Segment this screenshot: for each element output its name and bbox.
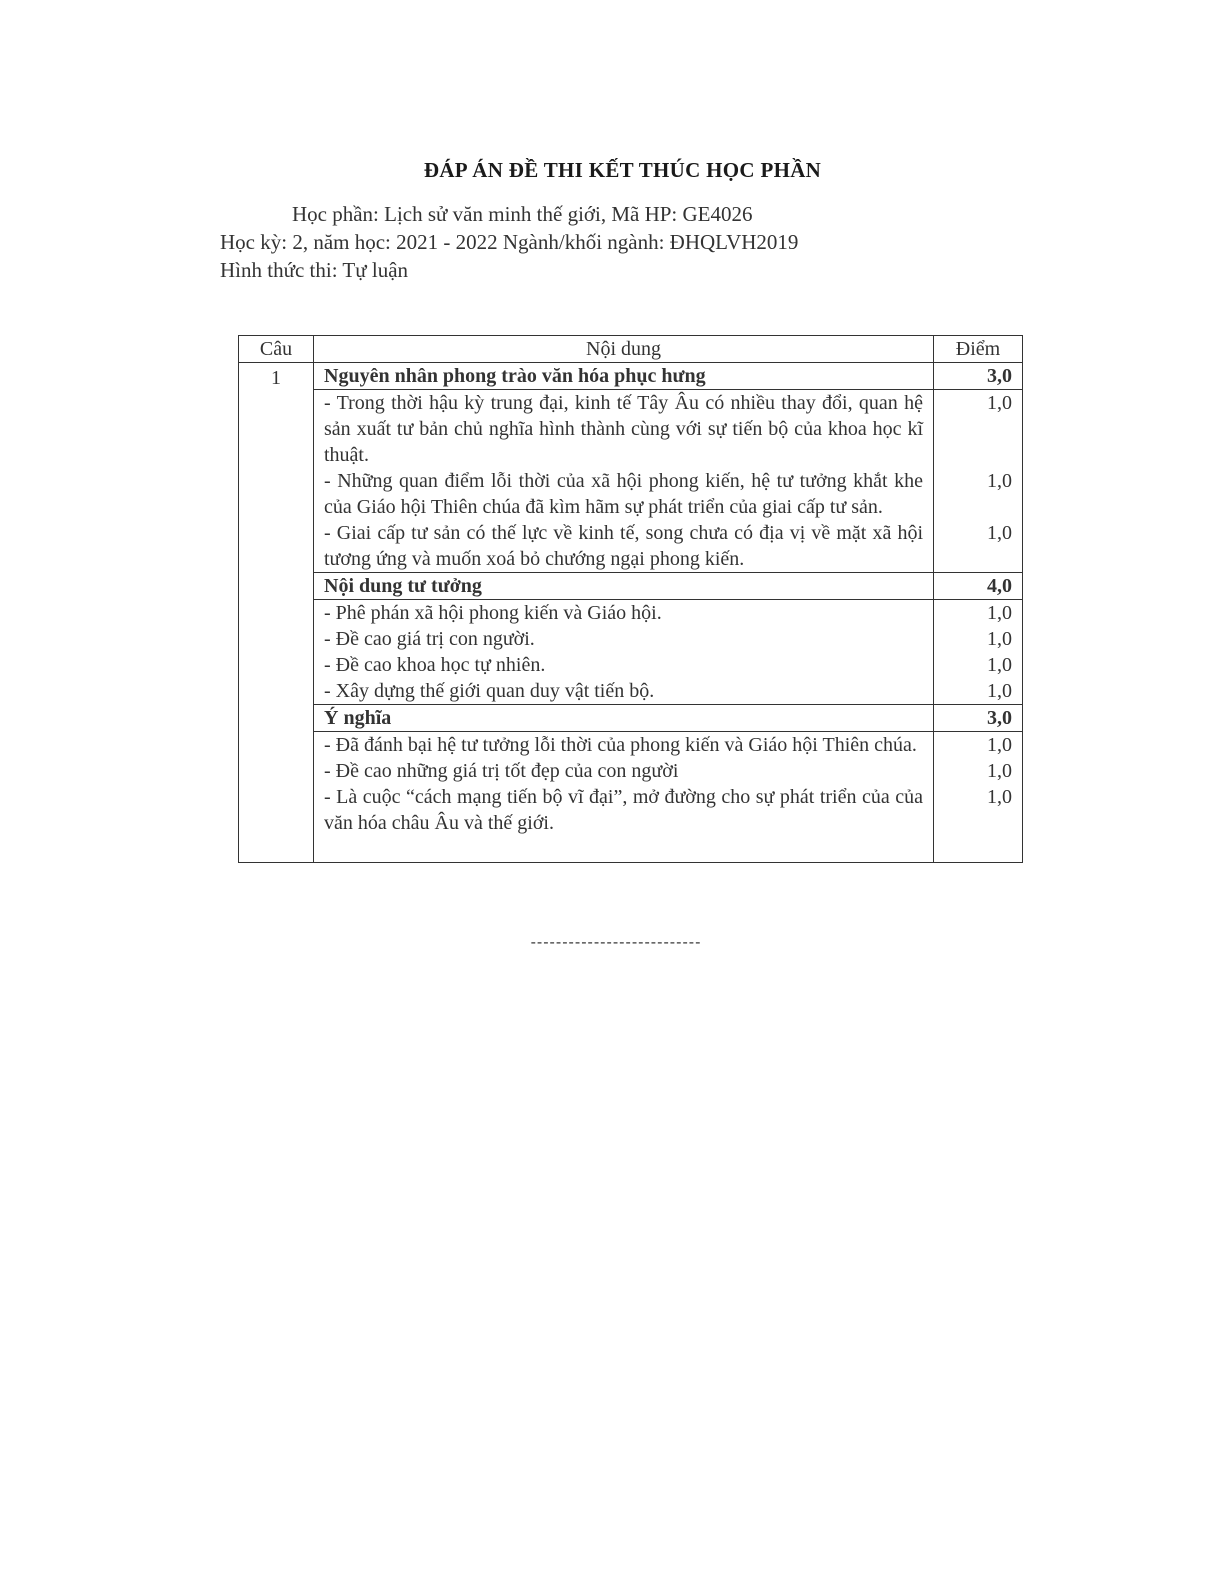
table-row	[239, 732, 1023, 759]
question-number: 1	[239, 363, 314, 863]
item-text: - Trong thời hậu kỳ trung đại, kinh tế Tây Âu có nhiều thay đổi, quan hệ sản xuất tư bản chủ nghĩa hình thành cùng với sự tiến bộ của khoa học kĩ thuật.	[314, 390, 934, 469]
table-row	[239, 390, 1023, 469]
table-row	[239, 520, 1023, 573]
item-text: - Đề cao khoa học tự nhiên.	[314, 652, 934, 678]
item-points: 1,0	[934, 520, 1023, 573]
section-points: 3,0	[934, 363, 1023, 390]
item-text: - Giai cấp tư sản có thế lực về kinh tế, song chưa có địa vị về mặt xã hội tương ứng và muốn xoá bỏ chướng ngại phong kiến.	[314, 520, 934, 573]
section-points: 4,0	[934, 573, 1023, 600]
item-points: 1,0	[934, 784, 1023, 863]
section-title: Nội dung tư tưởng	[314, 573, 934, 600]
table-row	[239, 626, 1023, 652]
section-row	[239, 705, 1023, 732]
document-title: ĐÁP ÁN ĐỀ THI KẾT THÚC HỌC PHẦN	[423, 158, 822, 182]
table-row	[239, 468, 1023, 520]
item-text: - Đề cao giá trị con người.	[314, 626, 934, 652]
item-text: - Đã đánh bại hệ tư tưởng lỗi thời của phong kiến và Giáo hội Thiên chúa.	[314, 732, 934, 759]
end-separator: ---------------------------	[530, 934, 702, 951]
table-header-row	[239, 336, 1023, 363]
item-points: 1,0	[934, 390, 1023, 469]
section-row	[239, 363, 1023, 390]
item-points: 1,0	[934, 678, 1023, 705]
item-text: - Là cuộc “cách mạng tiến bộ vĩ đại”, mở đường cho sự phát triển của của văn hóa châu Âu và thế giới.	[314, 784, 934, 863]
item-points: 1,0	[934, 652, 1023, 678]
exam-format: Hình thức thi: Tự luận	[220, 258, 409, 282]
item-text: - Xây dựng thế giới quan duy vật tiến bộ.	[314, 678, 934, 705]
table-row	[239, 758, 1023, 784]
item-points: 1,0	[934, 468, 1023, 520]
item-text: - Đề cao những giá trị tốt đẹp của con người	[314, 758, 934, 784]
semester-info: Học kỳ: 2, năm học: 2021 - 2022 Ngành/khối ngành: ĐHQLVH2019	[220, 230, 799, 254]
table-row	[239, 678, 1023, 705]
section-row	[239, 573, 1023, 600]
header-noi-dung: Nội dung	[314, 336, 934, 363]
item-points: 1,0	[934, 626, 1023, 652]
table-row	[239, 652, 1023, 678]
table-row	[239, 600, 1023, 627]
item-points: 1,0	[934, 758, 1023, 784]
course-info: Học phần: Lịch sử văn minh thế giới, Mã HP: GE4026	[292, 202, 753, 226]
header-cau: Câu	[239, 336, 314, 363]
section-points: 3,0	[934, 705, 1023, 732]
header-diem: Điểm	[934, 336, 1023, 363]
item-text: - Phê phán xã hội phong kiến và Giáo hội.	[314, 600, 934, 627]
section-title: Nguyên nhân phong trào văn hóa phục hưng	[314, 363, 934, 390]
item-text: - Những quan điểm lỗi thời của xã hội phong kiến, hệ tư tưởng khắt khe của Giáo hội Thiên chúa đã kìm hãm sự phát triển của giai cấp tư sản.	[314, 468, 934, 520]
section-title: Ý nghĩa	[314, 705, 934, 732]
item-points: 1,0	[934, 732, 1023, 759]
item-points: 1,0	[934, 600, 1023, 627]
answer-table	[238, 335, 1023, 863]
table-row	[239, 784, 1023, 863]
